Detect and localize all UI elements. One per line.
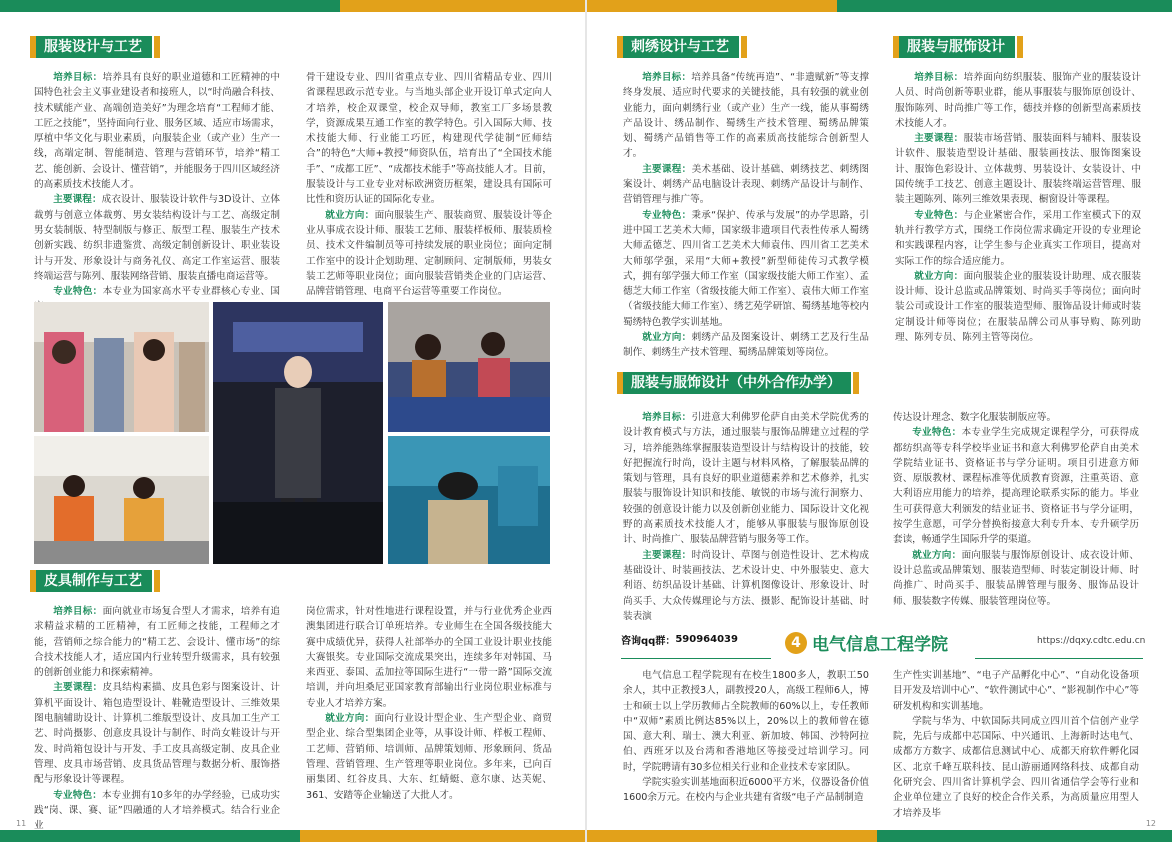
paragraph-text: 刺绣产品及图案设计、刺绣工艺及行生品制作、刺绣生产技术管理、蜀绣品牌策划等岗位。 xyxy=(623,332,870,359)
paragraph xyxy=(623,410,869,548)
paragraph xyxy=(893,425,1139,547)
photo-embroidery-display xyxy=(388,302,550,432)
paragraph-text: 服装市场营销、服装面料与辅料、服装设计软件、服装造型设计基础、服装画技法、服饰图案设计、服饰色彩设计、立体裁剪、男装设计、女装设计、中国传统手工技艺、创意主题设计、服装终端运营管理、服装主题陈列、陈列三维效果表现、橱窗设计等课程。 xyxy=(895,133,1142,206)
paragraph-text: 引进意大利佛罗伦萨自由美术学院优秀的设计教育模式与方法，通过服装与服饰品牌建立过程的学习，培养能熟练掌握服装造型设计与结构设计的技能，较好把握流行时尚，设计主题与材料风格，了解服装品牌的策划与管理，具有良好的职业道德素养和艺术修养，扎实服装与服饰设计知识和技能、敏锐的市场与流行洞察力、较强的创意设计能力以及创新创业能力、国际设计文化视野的高素质技术技能人才，能够从事服装与服饰原创设计、时尚推广、服装品牌营销与服务等工作。 xyxy=(623,412,870,546)
paragraph-keyword: 培养目标： xyxy=(53,606,103,617)
bottom-stripe-green-right xyxy=(877,830,1172,842)
title-accent-tail xyxy=(741,36,747,58)
paragraph-text: 面向行业设计型企业、生产型企业、商贸型企业、综合型集团企业等，从事设计师、样板工程师、工艺师、营销师、培训师、品牌策划师、形象顾问、货品管理、营销管理、生产管理等职业岗位。多年来，已向百丽集团、红谷皮具、大东、红蜻蜓、意尔康、达芙妮、361、安踏等企业输送了大批人才。 xyxy=(306,713,553,801)
electrical-col1 xyxy=(623,668,869,806)
photo-runway-model xyxy=(213,302,383,564)
paragraph-keyword: 培养目标： xyxy=(914,72,964,83)
paragraph-text: 面向就业市场复合型人才需求，培养有追求精益求精的工匠精神，有工匠师之技能，工程师之才能，营销师之综合能力的“精工艺、会设计、懂市场”的综合技术技能人才，适应国内行业转型升级需求，具有较强的创新创业能力和探索精神。 xyxy=(34,606,281,679)
paragraph-text: 本专业为国家高水平专业群核心专业、国 xyxy=(102,286,281,298)
paragraph-text: 传达设计理念、数字化服装制版应等。 xyxy=(893,412,1057,423)
title-accent-tail xyxy=(853,372,859,394)
paragraph-keyword: 培养目标： xyxy=(642,72,692,83)
college-number-badge: 4 xyxy=(785,632,807,654)
fashion-design-col1 xyxy=(34,70,280,315)
paragraph-keyword: 就业方向： xyxy=(642,332,692,344)
paragraph-keyword: 主要课程： xyxy=(642,549,692,561)
paragraph xyxy=(895,131,1141,207)
top-stripe-orange xyxy=(340,0,585,12)
paragraph-keyword: 主要课程： xyxy=(642,163,692,175)
paragraph xyxy=(623,548,869,624)
paragraph-keyword: 就业方向： xyxy=(914,270,964,282)
apparel-text xyxy=(895,70,1141,345)
paragraph-text: 秉承“保护、传承与发展”的办学思路，引进中国工艺美术大师，国家级非遗项目代表性传承人蜀绣大师孟德芝、四川省工艺美术大师袁伟、四川省工艺美术大师邬学强，采用“大师+教授”新型师徒传习式教学模式，拥有邬学强大师工作室（国家级技能大师工作室）、孟德芝大师工作室（省级技能大师工作室）、袁伟大师工作室（省级技能大师工作室）、绣艺苑学研馆、蜀绣基地等校内蜀绣特色教学实训基地。 xyxy=(623,209,869,328)
paragraph xyxy=(893,410,1139,425)
top-stripe-orange-right xyxy=(587,0,837,12)
page-number: 11 xyxy=(16,819,27,828)
bottom-stripe-orange-right xyxy=(587,830,877,842)
photo-garment-workshop xyxy=(34,302,209,432)
paragraph xyxy=(895,269,1141,345)
paragraph xyxy=(623,70,869,162)
section-title-apparel xyxy=(893,36,1023,58)
section-title-embroidery xyxy=(617,36,747,58)
paragraph xyxy=(34,680,280,787)
left-page xyxy=(0,12,585,830)
paragraph xyxy=(895,208,1141,269)
leather-col2 xyxy=(306,604,552,803)
paragraph xyxy=(34,788,280,834)
coop-col2 xyxy=(893,410,1139,609)
bottom-stripe-orange xyxy=(300,830,585,842)
paragraph-keyword: 培养目标： xyxy=(53,72,103,83)
paragraph-text: 岗位需求，针对性地进行课程设置，并与行业优秀企业西澳集团进行联合订单班培养。专业师生在全国各级技能大赛中成绩优异，获得人社部举办的全国工业设计职业技能大赛银奖。专业国际交流成果突出，连续多年对韩国、马来西亚、泰国、孟加拉等国际生进行“一带一路”国际交流培训，并向坦桑尼亚国家教育部输出行业岗位职业标准与专业人才培养方案。 xyxy=(306,606,552,709)
section-title-coop xyxy=(617,372,859,394)
paragraph xyxy=(306,711,552,803)
contact-row xyxy=(621,632,738,647)
coop-col1 xyxy=(623,410,869,624)
paragraph-text: 生产性实训基地”、“电子产品孵化中心”、“自动化设备项目开发及培训中心”、“软件测试中心”、“影视制作中心”等研发机构和实训基地。 xyxy=(893,670,1139,712)
college-url-link[interactable]: https://dqxy.cdtc.edu.cn xyxy=(1037,636,1146,646)
title-accent-tail xyxy=(154,36,160,58)
paragraph xyxy=(623,330,869,361)
title-accent-tail xyxy=(1017,36,1023,58)
paragraph xyxy=(623,162,869,208)
paragraph xyxy=(623,668,869,775)
college-heading xyxy=(785,630,948,655)
paragraph-text: 面向服装与服饰原创设计、成衣设计师、设计总监或品牌策划、服装造型师、时装定制设计师、时尚推广、时尚买手、服装品牌管理与服务、服饰品设计师、服装数字传媒、服装管理岗位等。 xyxy=(893,549,1140,607)
paragraph-text: 学院实验实训基地面积近6000平方米，仪器设备价值1600余万元。在校内与企业共建有省级“电子产品制制造 xyxy=(623,777,869,804)
top-stripe-green xyxy=(0,0,340,12)
paragraph-text: 皮具结构素描、皮具色彩与图案设计、计算机平面设计、箱包造型设计、鞋靴造型设计、三维效果图电脑辅助设计、计算机二维版型设计、皮具加工生产工艺、时尚摄影、创意皮具设计与制作、时尚女鞋设计与开发、时尚箱包设计与开发、手工皮具高级定制、皮具企业管理、皮具市场营销、皮具货品管理与数据分析、服饰搭配与形象设计等课程。 xyxy=(34,682,281,786)
qq-label: 咨询qq群： xyxy=(621,636,676,647)
paragraph-text: 美术基础、设计基础、刺绣技艺、刺绣图案设计、刺绣产品电脑设计表现、刺绣产品设计与制作、营销管理与推广等。 xyxy=(623,163,870,206)
college-name: 电气信息工程学院 xyxy=(812,635,948,655)
paragraph-text: 面向服装企业的服装设计助理、成衣服装设计师、设计总监或品牌策划、时尚买手等岗位；面向时装公司或设计工作室的服装造型师、服饰品设计师或时装定制设计师等岗位；在服装品牌公司从事导购、陈列助理、陈列专员、陈列主管等岗位。 xyxy=(895,270,1142,344)
leather-col1 xyxy=(34,604,280,833)
section-heading: 服装与服饰设计（中外合作办学） xyxy=(623,372,851,394)
college-rule-left xyxy=(621,658,771,659)
paragraph-keyword: 专业特色： xyxy=(53,286,103,298)
paragraph-keyword: 主要课程： xyxy=(914,133,964,145)
section-title-leather xyxy=(30,570,160,592)
photo-sewing-lab xyxy=(34,436,209,564)
embroidery-text xyxy=(623,70,869,361)
paragraph-text: 电气信息工程学院现有在校生1800多人，教职工50余人，其中正教授3人，副教授20人，高级工程师6人，博士和硕士以上学历教师占全院教师的60%以上，专任教师中“双师”素质比例达85%以上，20%以上的教师曾在德国、意大利、瑞士、澳大利亚、新加坡、韩国、沙特阿拉伯、西班牙以及台湾和香港地区等接受过培训学习。同时，学院聘请有30多位相关行业和企业技术专家团队。 xyxy=(623,670,869,773)
paragraph-text: 本专业学生完成规定课程学分，可获得成都纺织高等专科学校毕业证书和意大利佛罗伦萨自由美术学院结业证书、资格证书与学分证明。项目引进意方师资、原版教材、课程标准等优质教育资源，注重英语、意大利语应用能力的培养，提高理论联系实际的能力。毕业生可获得意大利颁发的结业证书、资格证书与学分证明，按学生意愿，可学分替换衔接意大利专升本、专升硕学历套读，畅通学生国际升学的渠道。 xyxy=(893,427,1140,546)
paragraph-keyword: 专业特色： xyxy=(642,209,692,221)
paragraph xyxy=(893,714,1139,821)
paragraph-text: 成衣设计、服装设计软件与3D设计、立体裁剪与创意立体裁剪、男女装结构设计与工艺、高级定制男女装制版、特型制版与修正、版型工程、服装生产技术创新实践、纺织非遗鉴赏、高级定制创新设计、职业装设计与开发、形象设计与商务礼仪、高定工作室运营、服装终端运营与陈列、服装网络营销、服装直播电商运营等。 xyxy=(34,194,280,282)
paragraph xyxy=(34,604,280,680)
photo-vr-design xyxy=(388,436,550,564)
section-heading: 皮具制作与工艺 xyxy=(36,570,152,592)
paragraph-text: 学院与华为、中软国际共同成立四川首个信创产业学院，先后与成都中芯国际、中兴通讯、上海新时达电气、成都方方数字、成都信息测试中心、成都天府软件孵化园区、北京千峰互联科技、昆山游丽通网络科技、成都自动化研究会、四川省计算机学会、四川省通信学会等行业和企业单位建立了良好的校企合作关系，为高质量应用型人才培养及毕 xyxy=(893,715,1139,819)
paragraph xyxy=(893,668,1139,714)
title-accent-tail xyxy=(154,570,160,592)
college-rule-right xyxy=(975,658,1143,659)
paragraph xyxy=(623,208,869,330)
fashion-design-col2 xyxy=(306,70,552,299)
paragraph xyxy=(893,548,1139,609)
paragraph-keyword: 就业方向： xyxy=(325,713,375,725)
right-page xyxy=(587,12,1172,830)
section-heading: 服装与服饰设计 xyxy=(899,36,1015,58)
paragraph-text: 培养面向纺织服装、服饰产业的服装设计人员、时尚创新等职业群，能从事服装与服饰原创设计、服饰陈列、时尚推广等工作，德技并修的创新型高素质技术技能人才。 xyxy=(895,72,1142,129)
paragraph-keyword: 培养目标： xyxy=(642,412,692,423)
paragraph-text: 面向服装生产、服装商贸、服装设计等企业从事成衣设计师、服装工艺师、服装样板师、服装质检员、技术文件编制员等可持续发展的职业岗位；面向定制工作室中的设计企划助理、定制顾问、定制版师，男装女装工艺师等职业岗位；面向服装营销类企业的门店运营、品牌营销管理、电商平台运营等重要工作岗位。 xyxy=(306,209,553,298)
paragraph xyxy=(306,208,552,300)
paragraph-text: 培养具备“传统再造”、“非遗赋新”等支撑终身发展、适应时代要求的关键技能，具有较强的就业创业能力，面向刺绣行业（或产业）生产一线，能从事蜀绣产品设计、绣品制作、蜀绣生产技术管理、蜀绣品牌策划、蜀绣产品销售等工作的高素质高技能综合创新型人才。 xyxy=(623,72,869,160)
top-stripe-green-right xyxy=(837,0,1172,12)
section-heading: 刺绣设计与工艺 xyxy=(623,36,739,58)
page-number: 12 xyxy=(1145,819,1156,828)
paragraph-text: 骨干建设专业、四川省重点专业、四川省精品专业、四川省课程思政示范专业。与当地头部企业开设订单式定向人才培养，校企双课堂，校企双导师，教室工厂多场景教学，资源成果互通工作室的教学特色。引入国际大师、技术技能大师、行业能工巧匠，构建现代学徒制“匠师结合”的特色“大师+教授”师资队伍，培育出了“全国技术能手”、“成都工匠”、“成都技术能手”等高技能人才。目前，服装设计与工业专业对标欧洲资历框架，建设具有国际可比性和资历认证的国际化专业。 xyxy=(306,72,552,206)
paragraph xyxy=(34,70,280,192)
paragraph-text: 本专业拥有10多年的办学经验，已成功实践“岗、课、赛、证”四融通的人才培养模式。结合行业企业 xyxy=(34,789,280,832)
paragraph-keyword: 就业方向： xyxy=(912,549,962,561)
electrical-col2 xyxy=(893,668,1139,821)
paragraph xyxy=(623,775,869,806)
paragraph-text: 培养具有良好的职业道德和工匠精神的中国特色社会主义事业建设者和接班人，以“时尚融合科技、技术赋能产业、高端创造美好”为理念培育“工程师才能、工匠之技能”，坚持面向行业、服务区域、适应市场需求，厚植中华文化与职业素质，向服装企业（或产业）生产一线，高端定制、智能制造、管理与营销环节，培养“精工艺、能创新、会设计、懂营销”，并能服务于四川区域经济的高素质技术技能人才。 xyxy=(34,72,281,191)
section-title-fashion-design xyxy=(30,36,160,58)
section-heading: 服装设计与工艺 xyxy=(36,36,152,58)
paragraph xyxy=(306,70,552,208)
paragraph-text: 时尚设计、草图与创造性设计、艺术构成基础设计、时装画技法、艺术设计史、中外服装史、意大利语、纺织品设计基础、计算机图像设计、形象设计、时尚买手、大众传媒理论与方法、摄影、配饰设计基础、时装表演 xyxy=(623,549,870,622)
paragraph-text: 与企业紧密合作，采用工作室模式下的双轨并行教学方式，围绕工作岗位需求确定开设的专业理论和实践课程内容，让学生参与企业真实工作项目，提高对实际工作的综合适应能力。 xyxy=(895,209,1142,267)
paragraph-keyword: 专业特色： xyxy=(53,789,102,801)
qq-number[interactable]: 590964039 xyxy=(675,634,738,645)
paragraph-keyword: 主要课程： xyxy=(53,682,103,694)
paragraph-keyword: 主要课程： xyxy=(53,194,102,206)
paragraph xyxy=(306,604,552,711)
paragraph-keyword: 专业特色： xyxy=(912,427,962,439)
paragraph-keyword: 专业特色： xyxy=(914,209,964,221)
paragraph xyxy=(895,70,1141,131)
paragraph xyxy=(34,192,280,284)
paragraph-keyword: 就业方向： xyxy=(325,209,375,221)
